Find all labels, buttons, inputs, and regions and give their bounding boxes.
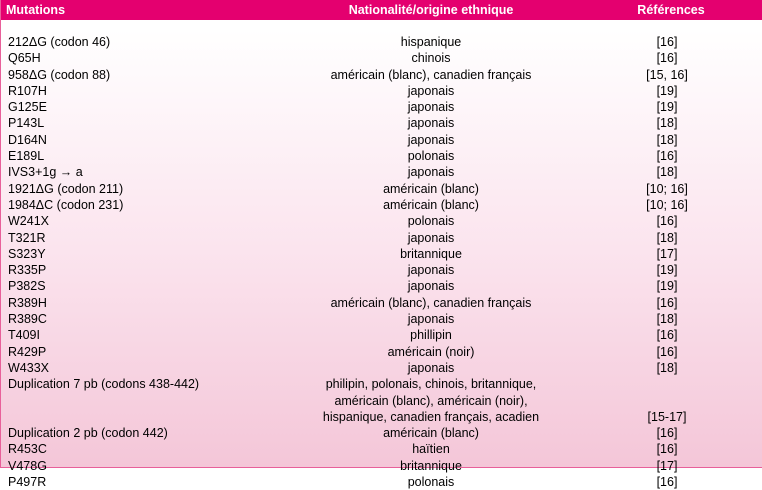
mutation-cell: 1921ΔG (codon 211) — [8, 181, 124, 196]
nationality-cell — [301, 99, 561, 115]
reference-cell: [10; 16] — [646, 197, 688, 212]
nationality-line: américain (blanc) — [383, 426, 479, 441]
nationality-cell — [301, 50, 561, 66]
table-row — [1, 441, 762, 457]
reference-cell: [16] — [656, 214, 678, 229]
reference-cell: [18] — [656, 230, 678, 245]
mutation-cell: R429P — [8, 344, 47, 359]
table-row — [1, 311, 762, 327]
reference-cell: [16] — [656, 344, 678, 359]
mutation-cell: E189L — [8, 149, 45, 164]
table-row — [1, 327, 762, 343]
nationality-cell — [301, 458, 561, 474]
mutation-cell: 1984ΔC (codon 231) — [8, 197, 124, 212]
nationality-cell — [301, 164, 561, 180]
table-row — [1, 262, 762, 278]
mutation-cell: R389C — [8, 312, 47, 327]
reference-cell: [18] — [656, 132, 678, 147]
nationality-line: américain (blanc), canadien français — [330, 295, 532, 310]
mutation-cell: G125E — [8, 100, 47, 115]
nationality-line: polonais — [407, 214, 455, 229]
reference-cell: [16] — [656, 426, 678, 441]
table-row — [1, 132, 762, 148]
reference-cell: [18] — [656, 165, 678, 180]
nationality-line: britannique — [400, 458, 462, 473]
nationality-cell — [301, 197, 561, 213]
nationality-line: japonais — [407, 83, 455, 98]
table-row — [1, 295, 762, 311]
mutation-cell: R107H — [8, 83, 47, 98]
table-row — [1, 213, 762, 229]
reference-cell: [19] — [656, 263, 678, 278]
mutation-cell: T409I — [8, 328, 40, 343]
mutation-cell: 212ΔG (codon 46) — [8, 35, 111, 49]
nationality-line: japonais — [407, 360, 455, 375]
reference-cell: [16] — [656, 328, 678, 343]
nationality-line: hispanique, canadien français, acadien — [322, 409, 540, 424]
nationality-cell — [301, 360, 561, 376]
nationality-cell — [301, 67, 561, 83]
mutation-cell: V478G — [8, 458, 47, 473]
nationality-cell — [301, 115, 561, 131]
reference-cell: [16] — [656, 51, 678, 66]
nationality-cell — [301, 230, 561, 246]
table-body — [1, 34, 762, 490]
table-row — [1, 458, 762, 474]
table-row — [1, 360, 762, 376]
mutation-cell: Duplication 7 pb (codons 438-442) — [8, 377, 200, 392]
nationality-cell — [301, 132, 561, 148]
nationality-line: japonais — [407, 132, 455, 147]
header-nationality: Nationalité/origine ethnique — [348, 3, 514, 17]
nationality-line: américain (blanc), canadien français — [330, 67, 532, 82]
table-row — [1, 50, 762, 66]
nationality-line: haïtien — [412, 442, 450, 457]
mutation-cell: R453C — [8, 442, 47, 457]
mutation-cell: W241X — [8, 214, 49, 229]
nationality-line: britannique — [400, 246, 462, 261]
nationality-cell — [301, 295, 561, 311]
table-row — [1, 164, 762, 180]
reference-cell: [17] — [656, 246, 678, 261]
nationality-line: américain (blanc) — [383, 181, 479, 196]
table-row — [1, 148, 762, 164]
mutation-cell: P497R — [8, 475, 47, 490]
table-row — [1, 181, 762, 197]
nationality-line: polonais — [407, 149, 455, 164]
table-row — [1, 278, 762, 294]
nationality-line: japonais — [407, 263, 455, 278]
table-row — [1, 344, 762, 360]
reference-cell: [18] — [656, 116, 678, 131]
nationality-cell — [301, 246, 561, 262]
table-row — [1, 115, 762, 131]
nationality-line: phillipin — [410, 328, 452, 343]
reference-cell: [10; 16] — [646, 181, 688, 196]
reference-cell: [18] — [656, 312, 678, 327]
mutation-cell: P143L — [8, 116, 45, 131]
reference-cell: [16] — [656, 149, 678, 164]
nationality-cell — [301, 213, 561, 229]
reference-cell: [19] — [656, 279, 678, 294]
table-row — [1, 246, 762, 262]
table-row — [1, 83, 762, 99]
nationality-cell — [301, 376, 561, 425]
nationality-line: américain (noir) — [387, 344, 475, 359]
mutation-cell: IVS3+1g → a — [8, 165, 83, 180]
mutation-cell: 958ΔG (codon 88) — [8, 67, 111, 82]
nationality-line: américain (blanc) — [383, 197, 479, 212]
table-row — [1, 230, 762, 246]
table-row — [1, 376, 762, 425]
mutation-cell: T321R — [8, 230, 46, 245]
mutation-cell: R335P — [8, 263, 47, 278]
table-header — [1, 0, 762, 20]
reference-cell: [18] — [656, 360, 678, 375]
nationality-line: japonais — [407, 100, 455, 115]
mutation-cell: P382S — [8, 279, 46, 294]
table-row — [1, 34, 762, 50]
reference-cell: [16] — [656, 295, 678, 310]
nationality-line: japonais — [407, 230, 455, 245]
nationality-cell — [301, 262, 561, 278]
nationality-line: américain (blanc), américain (noir), — [334, 393, 528, 408]
reference-cell: [16] — [656, 35, 678, 49]
nationality-cell — [301, 425, 561, 441]
nationality-line: hispanique — [400, 35, 462, 49]
nationality-line: japonais — [407, 312, 455, 327]
mutation-cell: S323Y — [8, 246, 46, 261]
mutation-cell: R389H — [8, 295, 47, 310]
table-row — [1, 474, 762, 490]
nationality-line: philipin, polonais, chinois, britannique, — [325, 377, 537, 392]
nationality-cell — [301, 311, 561, 327]
reference-cell: [16] — [656, 442, 678, 457]
reference-cell: [16] — [656, 475, 678, 490]
table-row — [1, 197, 762, 213]
reference-cell: [15, 16] — [646, 67, 688, 82]
header-mutations: Mutations — [6, 3, 66, 17]
nationality-line: japonais — [407, 279, 455, 294]
nationality-cell — [301, 327, 561, 343]
mutation-cell: Q65H — [8, 51, 41, 66]
nationality-line: chinois — [411, 51, 451, 66]
nationality-line: japonais — [407, 116, 455, 131]
nationality-cell — [301, 474, 561, 490]
nationality-line: polonais — [407, 475, 455, 490]
nationality-line: japonais — [407, 165, 455, 180]
mutation-cell: W433X — [8, 360, 49, 375]
mutation-cell: Duplication 2 pb (codon 442) — [8, 426, 168, 441]
nationality-cell — [301, 34, 561, 50]
reference-cell: [17] — [656, 458, 678, 473]
nationality-cell — [301, 441, 561, 457]
nationality-cell — [301, 278, 561, 294]
header-references: Références — [637, 3, 705, 17]
nationality-cell — [301, 148, 561, 164]
reference-cell: [19] — [656, 100, 678, 115]
nationality-cell — [301, 181, 561, 197]
reference-cell: [15-17] — [647, 409, 687, 424]
table-row — [1, 67, 762, 83]
nationality-cell — [301, 83, 561, 99]
reference-cell: [19] — [656, 83, 678, 98]
mutation-cell: D164N — [8, 132, 47, 147]
table-row — [1, 99, 762, 115]
table-row — [1, 425, 762, 441]
nationality-cell — [301, 344, 561, 360]
